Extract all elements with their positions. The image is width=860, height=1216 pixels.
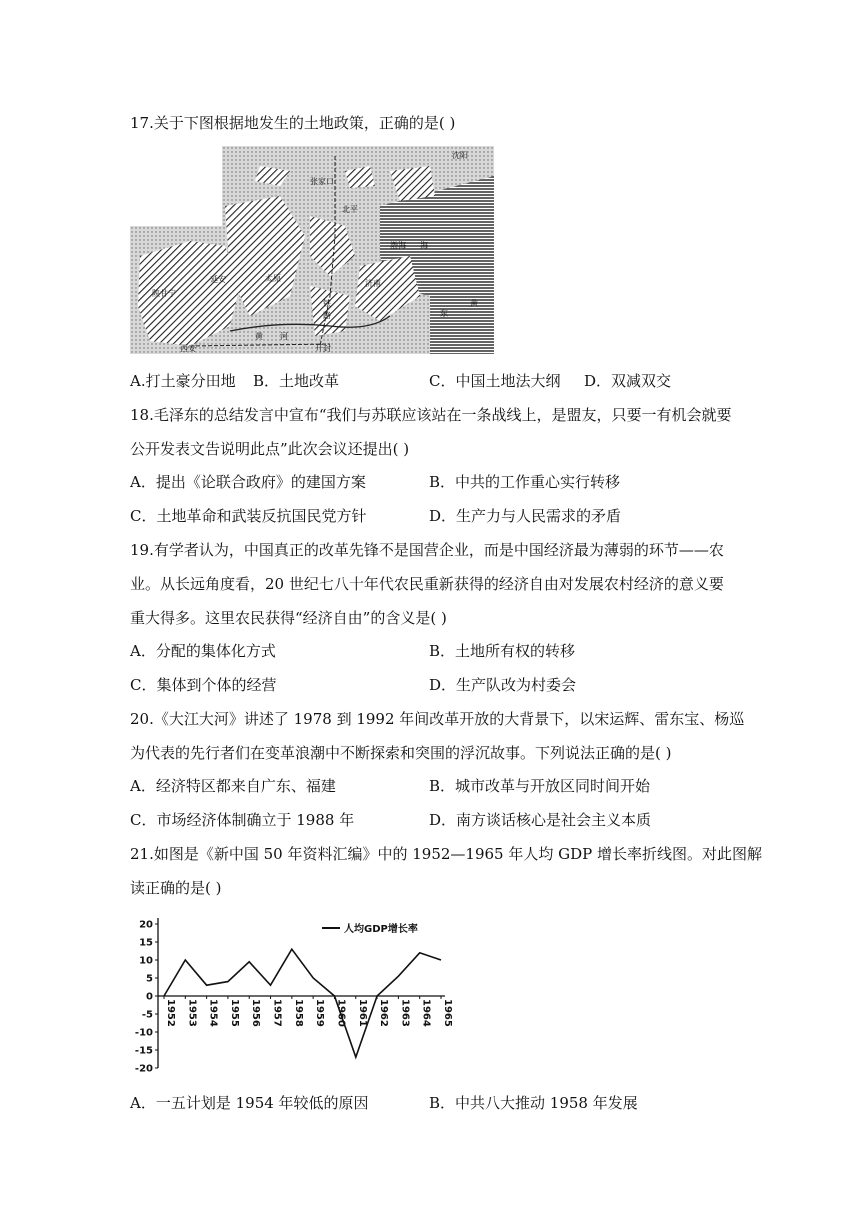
x-tick-label: 1957 [271,999,283,1027]
x-tick-label: 1965 [442,999,453,1027]
x-tick-label: 1959 [314,999,326,1027]
q17-stem: 17.关于下图根据地发生的土地政策，正确的是( ) [130,114,456,132]
map-label-zhangjiakou: 张家口 [310,177,334,186]
y-tick-label: -20 [134,1063,153,1075]
q20-option-d[interactable]: D．南方谈话核心是社会主义本质 [429,811,652,829]
map-label-taiyuan: 太原 [265,274,281,283]
x-tick-label: 1960 [335,999,347,1027]
map-label-sea: 海 [420,241,428,250]
x-tick-label: 1954 [207,999,219,1027]
y-tick-label: -10 [134,1027,153,1039]
q20-stem-line-1: 20.《大江大河》讲述了 1978 到 1992 年间改革开放的大背景下，以宋运辉、雷东宝、杨巡 [130,710,745,728]
q18-option-a[interactable]: A．提出《论联合政府》的建国方案 [130,473,366,491]
map-label-jinan: 济南 [365,279,381,288]
q21-option-a[interactable]: A．一五计划是 1954 年较低的原因 [130,1094,369,1112]
q20-option-b[interactable]: B．城市改革与开放区同时间开始 [429,777,651,795]
q18-stem-line-2: 公开发表文告说明此点”此次会议还提出( ) [130,440,410,458]
q19-stem-line-1: 19.有学者认为，中国真正的改革先锋不是国营企业，而是中国经济最为薄弱的环节——农 [130,541,724,559]
map-label-bohai: 渤海 [390,241,406,250]
q20-option-a[interactable]: A．经济特区都来自广东、福建 [130,777,336,795]
q21-stem-line-1: 21.如图是《新中国 50 年资料汇编》中的 1952—1965 年人均 GDP 增长率折线图。对此图解 [130,845,763,863]
y-tick-label: 0 [146,991,153,1003]
q19-stem-line-3: 重大得多。这里农民获得“经济自由”的含义是( ) [130,609,447,627]
map-figure [130,146,494,354]
base-area-map [130,146,494,354]
y-tick-label: -15 [134,1045,153,1057]
y-tick-label: 10 [139,955,153,967]
x-tick-label: 1955 [228,999,240,1027]
q17-option-b[interactable]: B．土地改革 [253,372,340,390]
q19-option-d[interactable]: D．生产队改为村委会 [429,676,577,694]
y-tick-label: -5 [141,1009,153,1021]
map-label-railway-2: 路 [323,311,331,320]
x-tick-label: 1961 [356,999,368,1027]
map-label-railway-1: 铁 [323,299,331,308]
q19-option-b[interactable]: B．土地所有权的转移 [429,642,576,660]
map-label-kaifeng: 开封 [315,344,331,353]
q19-option-c[interactable]: C．集体到个体的经营 [130,676,277,694]
map-label-dong: 东 [440,309,448,318]
x-tick-label: 1963 [399,999,411,1027]
x-tick-label: 1964 [420,999,432,1027]
map-label-beiping: 北平 [342,205,358,214]
x-tick-label: 1953 [186,999,198,1027]
q21-stem-line-2: 读正确的是( ) [130,879,222,897]
map-label-shaanganning: 陕甘宁 [152,289,176,298]
q19-option-a[interactable]: A．分配的集体化方式 [130,642,276,660]
map-label-huang: 黄 [470,299,478,308]
legend-label: 人均GDP增长率 [344,924,418,935]
x-tick-label: 1958 [292,999,304,1027]
q18-option-d[interactable]: D．生产力与人民需求的矛盾 [429,507,622,525]
y-tick-label: 15 [139,937,153,949]
q19-stem-line-2: 业。从长远角度看，20 世纪七八十年代农民重新获得的经济自由对发展农村经济的意义要 [130,575,724,593]
q20-stem-line-2: 为代表的先行者们在变革浪潮中不断探索和突围的浮沉故事。下列说法正确的是( ) [130,744,672,762]
y-tick-label: 5 [146,973,153,985]
q21-option-b[interactable]: B．中共八大推动 1958 年发展 [429,1094,638,1112]
gdp-growth-chart-svg [130,910,453,1080]
q20-option-c[interactable]: C．市场经济体制确立于 1988 年 [130,811,355,829]
map-label-xian: 西安 [180,344,196,353]
x-tick-label: 1956 [250,999,262,1027]
gdp-growth-chart [130,910,453,1080]
x-tick-label: 1962 [378,999,390,1027]
map-label-shenyang: 沈阳 [452,151,468,160]
q18-option-c[interactable]: C．土地革命和武装反抗国民党方针 [130,507,367,525]
map-label-yellow-river-1: 黄 [255,332,263,341]
x-tick-label: 1952 [165,999,176,1027]
y-tick-label: 20 [139,919,153,931]
map-label-yanan: 延安 [210,275,226,284]
q18-stem-line-1: 18.毛泽东的总结发言中宣布“我们与苏联应该站在一条战线上，是盟友，只要一有机会就要 [130,406,732,424]
q18-option-b[interactable]: B．中共的工作重心实行转移 [429,473,621,491]
q17-option-d[interactable]: D．双减双交 [584,372,672,390]
q17-option-a[interactable]: A.打土豪分田地 [130,372,236,390]
q17-option-c[interactable]: C．中国土地法大纲 [429,372,561,390]
map-label-yellow-river-2: 河 [280,332,288,341]
